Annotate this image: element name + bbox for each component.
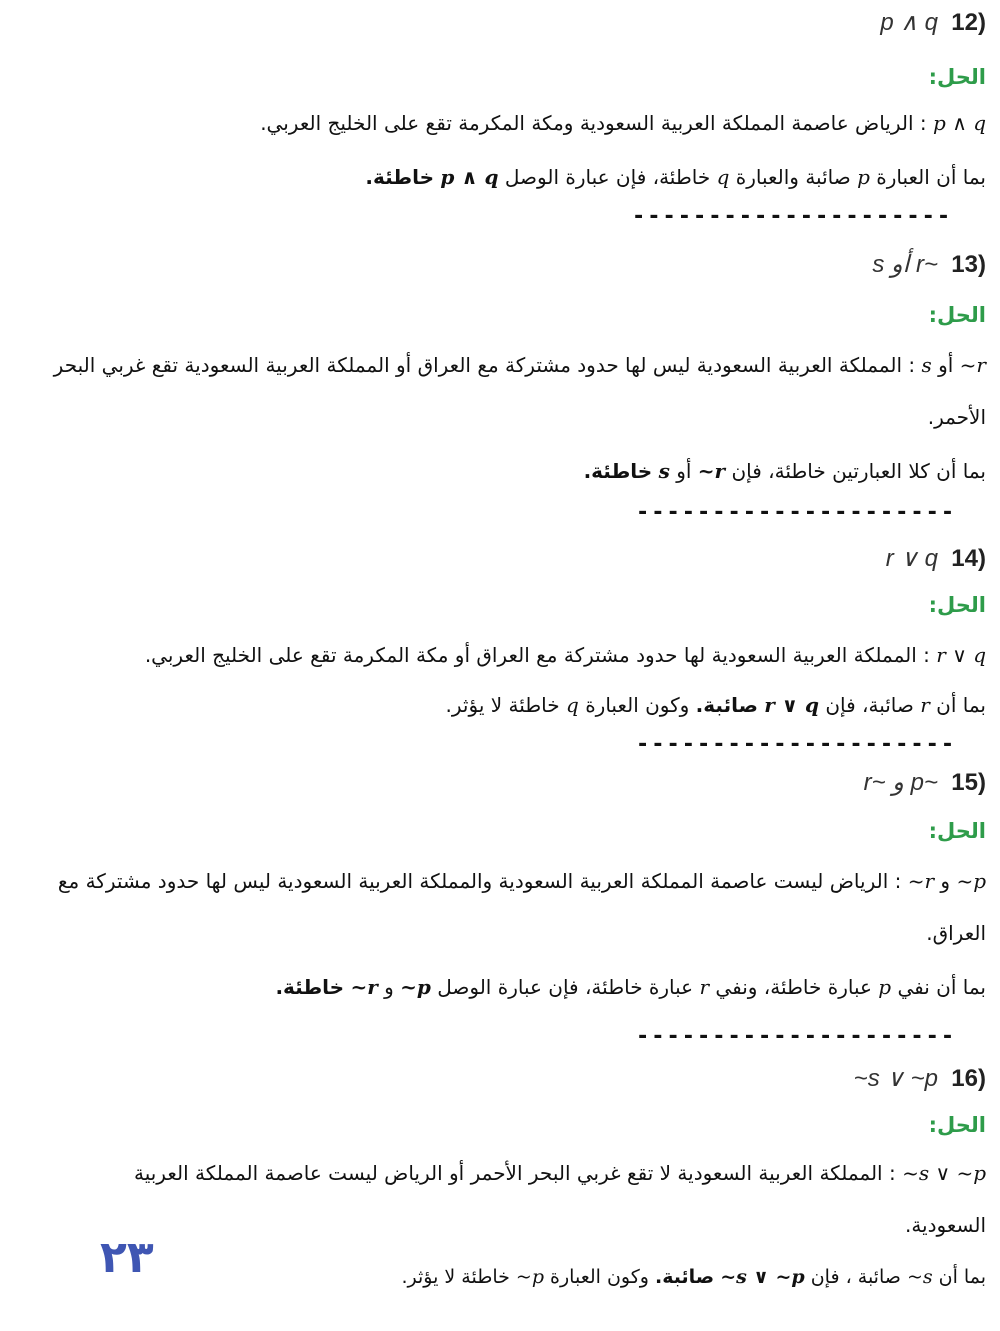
page-number: ٢٣	[100, 1232, 154, 1283]
question-number: (14	[951, 545, 986, 572]
connector: و	[940, 869, 951, 893]
statement-continuation: الأحمر.	[927, 405, 986, 429]
statement-text: : الرياض ليست عاصمة المملكة العربية السعودية والمملكة العربية السعودية ليس لها حدود مشتركة مع	[57, 869, 902, 893]
reason-text: بما أن العبارة	[876, 165, 986, 189]
separator: ---------------------	[632, 204, 953, 229]
connector: أو	[938, 353, 954, 377]
symbol: ~r	[907, 869, 935, 893]
question-expression: ~r أو s	[872, 251, 938, 278]
reason-text: عبارة خاطئة، ونفي	[715, 975, 872, 999]
reason-text: صائبة ، فإن	[810, 1266, 901, 1288]
reason-line	[14, 456, 986, 486]
reason-text: عبارة خاطئة، فإن عبارة الوصل	[437, 975, 694, 999]
symbol: r ∨ q	[764, 693, 819, 717]
symbol: ~s	[906, 1266, 933, 1288]
reason-text: بما أن نفي	[897, 975, 986, 999]
statement-symbol: r ∨ q	[936, 643, 986, 667]
symbol: q	[566, 693, 579, 717]
question-expression: r ∨ q	[885, 545, 938, 572]
symbol: q	[716, 165, 730, 189]
reason-text: بما أن	[938, 1266, 986, 1288]
reason-line	[14, 972, 986, 1002]
statement-line	[14, 1158, 986, 1188]
symbol: ~r	[697, 459, 726, 483]
connector: أو	[676, 459, 692, 483]
symbol: ~r	[959, 353, 986, 377]
reason-text: خاطئة، فإن عبارة الوصل	[504, 165, 711, 189]
solution-label: الحل:	[928, 303, 986, 327]
symbol: p	[878, 975, 892, 999]
verdict: خاطئة.	[365, 165, 435, 189]
statement-continuation: السعودية.	[904, 1213, 986, 1237]
question-13-heading	[14, 250, 986, 280]
symbol: r	[920, 693, 930, 717]
question-16-heading	[14, 1064, 986, 1094]
symbol: ~p	[515, 1266, 544, 1288]
symbol: p ∧ q	[440, 165, 499, 189]
symbol: ~s ∨ ~p	[720, 1266, 805, 1288]
verdict: صائبة.	[655, 1266, 715, 1288]
statement-line	[14, 350, 986, 380]
verdict: خاطئة.	[583, 459, 653, 483]
symbol: s	[921, 353, 932, 377]
reason-text: صائبة، فإن	[825, 693, 914, 717]
reason-text: وكون العبارة	[550, 1266, 649, 1288]
question-expression: ~s ∨ ~p	[853, 1065, 938, 1092]
reason-text: وكون العبارة	[585, 693, 690, 717]
question-14-heading	[14, 544, 986, 574]
reason-text: بما أن	[936, 693, 986, 717]
statement-symbol: ~s ∨ ~p	[902, 1161, 986, 1185]
separator: ---------------------	[636, 500, 957, 525]
reason-text: خاطئة لا يؤثر.	[401, 1266, 510, 1288]
question-number: (12	[951, 9, 986, 36]
question-number: (13	[951, 251, 986, 278]
statement-line	[14, 866, 986, 896]
separator: ---------------------	[636, 732, 957, 757]
statement-text: : الرياض عاصمة المملكة العربية السعودية ومكة المكرمة تقع على الخليج العربي.	[260, 111, 927, 135]
question-number: (16	[951, 1065, 986, 1092]
symbol: ~r	[350, 975, 378, 999]
symbol: s	[658, 459, 670, 483]
reason-line	[14, 690, 986, 720]
solution-label: الحل:	[928, 65, 986, 89]
question-number: (15	[951, 769, 986, 796]
reason-text: بما أن كلا العبارتين خاطئة، فإن	[731, 459, 986, 483]
question-12-heading	[14, 8, 986, 38]
question-expression: p ∧ q	[880, 9, 938, 36]
verdict: خاطئة.	[275, 975, 345, 999]
symbol: r	[699, 975, 710, 999]
statement-text: : المملكة العربية السعودية ليس لها حدود مشتركة مع العراق أو المملكة العربية السعودية تقع غربي البحر	[53, 353, 916, 377]
statement-text: : المملكة العربية السعودية لا تقع غربي البحر الأحمر أو الرياض ليست عاصمة المملكة العربية	[133, 1161, 896, 1185]
verdict: صائبة.	[695, 693, 758, 717]
reason-text: صائبة والعبارة	[735, 165, 851, 189]
statement-line	[14, 640, 986, 670]
separator: ---------------------	[636, 1024, 957, 1049]
statement-symbol: p ∧ q	[933, 111, 986, 135]
statement-continuation: العراق.	[926, 921, 986, 945]
solution-label: الحل:	[928, 593, 986, 617]
question-15-heading	[14, 768, 986, 798]
solution-label: الحل:	[928, 1113, 986, 1137]
connector: و	[384, 975, 394, 999]
solution-label: الحل:	[928, 819, 986, 843]
symbol: p	[857, 165, 870, 189]
symbol: ~p	[956, 869, 986, 893]
symbol: ~p	[400, 975, 431, 999]
reason-text: خاطئة لا يؤثر.	[445, 693, 560, 717]
reason-line	[14, 162, 986, 192]
reason-line	[330, 1262, 986, 1292]
statement-line	[14, 108, 986, 138]
statement-text: : المملكة العربية السعودية لها حدود مشتركة مع العراق أو مكة المكرمة تقع على الخليج العربي.	[144, 643, 930, 667]
question-expression: ~p و ~r	[863, 769, 938, 796]
